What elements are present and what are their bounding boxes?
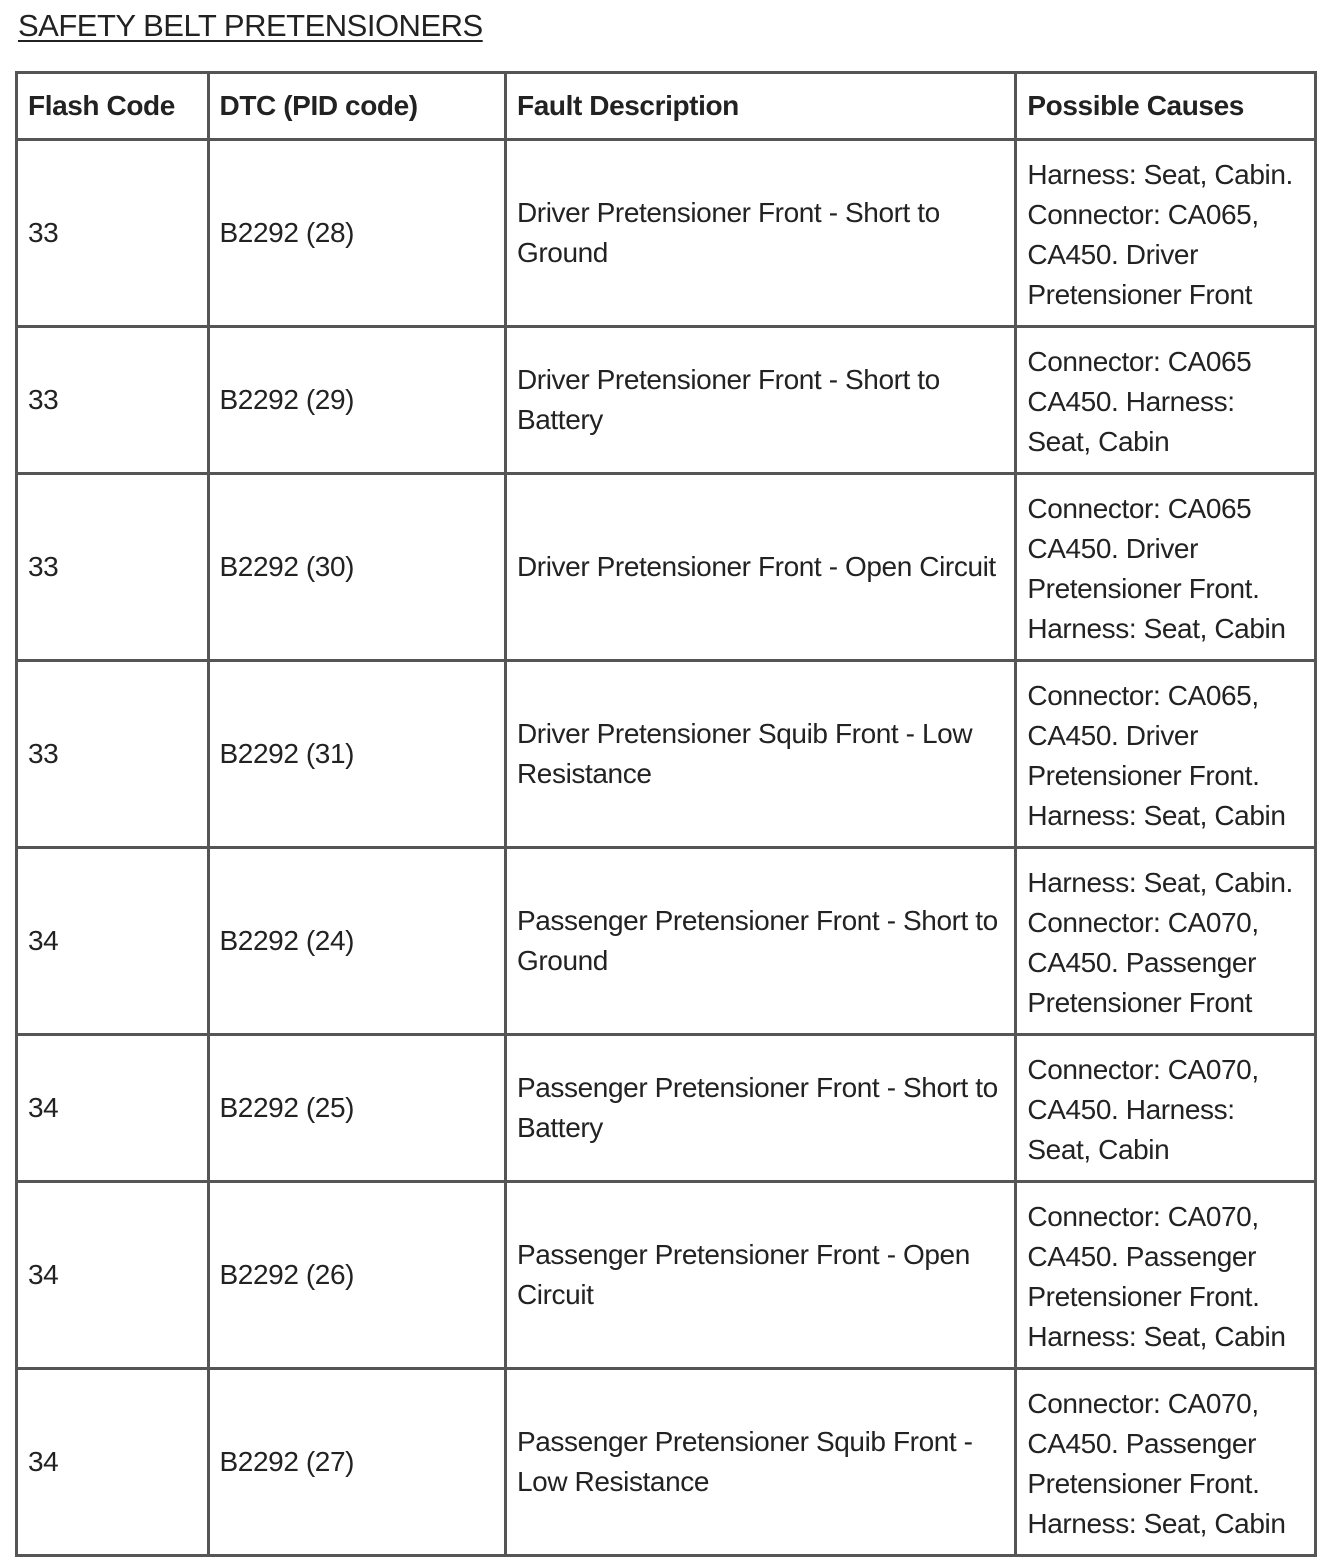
possible-causes-cell: Connector: CA065, CA450. Driver Pretensioner Front. Harness: Seat, Cabin (1016, 661, 1316, 848)
possible-causes-cell: Connector: CA070, CA450. Passenger Pretensioner Front. Harness: Seat, Cabin (1016, 1182, 1316, 1369)
dtc-cell: B2292 (28) (208, 140, 505, 327)
dtc-cell: B2292 (29) (208, 327, 505, 474)
table-row (17, 474, 1316, 661)
flash-code-cell: 34 (17, 848, 209, 1035)
table-row (17, 327, 1316, 474)
fault-description-cell: Driver Pretensioner Squib Front - Low Resistance (505, 661, 1015, 848)
possible-causes-cell: Connector: CA065 CA450. Harness: Seat, Cabin (1016, 327, 1316, 474)
table-row (17, 661, 1316, 848)
possible-causes-cell: Harness: Seat, Cabin. Connector: CA070, CA450. Passenger Pretensioner Front (1016, 848, 1316, 1035)
possible-causes-cell: Connector: CA070, CA450. Harness: Seat, Cabin (1016, 1035, 1316, 1182)
table-header-row (17, 73, 1316, 140)
table-row (17, 848, 1316, 1035)
fault-description-cell: Passenger Pretensioner Front - Open Circuit (505, 1182, 1015, 1369)
possible-causes-cell: Connector: CA065 CA450. Driver Pretensioner Front. Harness: Seat, Cabin (1016, 474, 1316, 661)
fault-description-cell: Driver Pretensioner Front - Short to Ground (505, 140, 1015, 327)
dtc-cell: B2292 (27) (208, 1369, 505, 1556)
possible-causes-cell: Connector: CA070, CA450. Passenger Pretensioner Front. Harness: Seat, Cabin (1016, 1369, 1316, 1556)
table-row (17, 140, 1316, 327)
header-possible-causes: Possible Causes (1016, 73, 1316, 140)
dtc-cell: B2292 (31) (208, 661, 505, 848)
table-row (17, 1182, 1316, 1369)
header-flash-code: Flash Code (17, 73, 209, 140)
header-fault-description: Fault Description (505, 73, 1015, 140)
flash-code-cell: 33 (17, 474, 209, 661)
fault-description-cell: Passenger Pretensioner Front - Short to Ground (505, 848, 1015, 1035)
flash-code-cell: 34 (17, 1035, 209, 1182)
dtc-cell: B2292 (26) (208, 1182, 505, 1369)
fault-description-cell: Passenger Pretensioner Squib Front - Low Resistance (505, 1369, 1015, 1556)
flash-code-cell: 34 (17, 1182, 209, 1369)
flash-code-cell: 33 (17, 140, 209, 327)
dtc-cell: B2292 (30) (208, 474, 505, 661)
table-row (17, 1369, 1316, 1556)
dtc-cell: B2292 (25) (208, 1035, 505, 1182)
table-row (17, 1035, 1316, 1182)
flash-code-cell: 33 (17, 661, 209, 848)
dtc-cell: B2292 (24) (208, 848, 505, 1035)
flash-code-cell: 33 (17, 327, 209, 474)
fault-description-cell: Driver Pretensioner Front - Short to Battery (505, 327, 1015, 474)
fault-table (15, 71, 1317, 1557)
page-title: SAFETY BELT PRETENSIONERS (18, 8, 483, 43)
flash-code-cell: 34 (17, 1369, 209, 1556)
possible-causes-cell: Harness: Seat, Cabin. Connector: CA065, CA450. Driver Pretensioner Front (1016, 140, 1316, 327)
fault-description-cell: Passenger Pretensioner Front - Short to Battery (505, 1035, 1015, 1182)
header-dtc: DTC (PID code) (208, 73, 505, 140)
fault-description-cell: Driver Pretensioner Front - Open Circuit (505, 474, 1015, 661)
